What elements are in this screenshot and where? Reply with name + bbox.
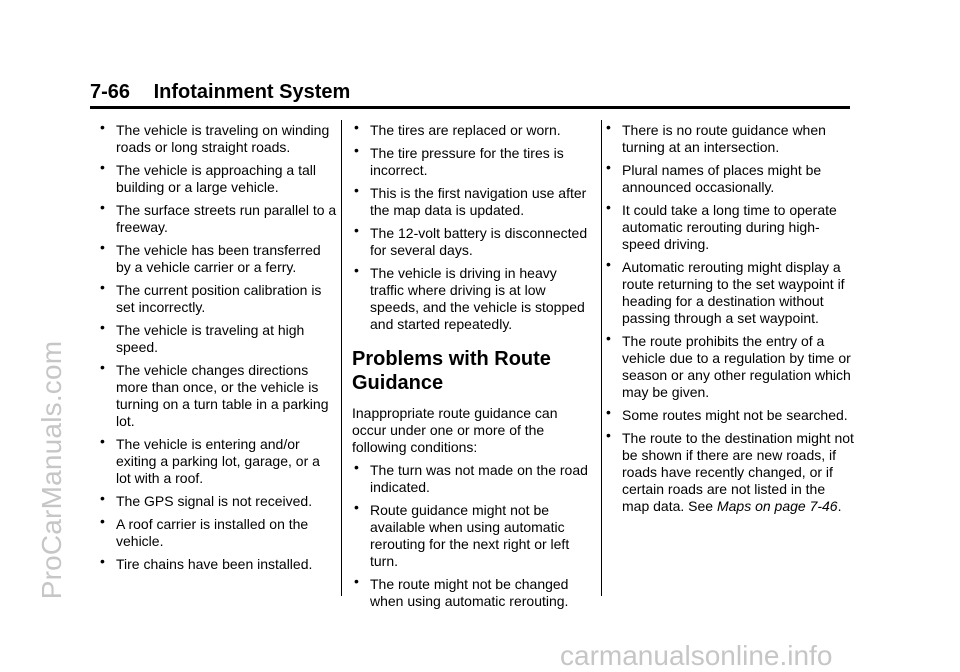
bullet: •	[606, 119, 611, 135]
bullet: •	[100, 490, 105, 506]
bullet: •	[606, 256, 611, 272]
list-item: • The surface streets run parallel to a freeway.	[100, 199, 337, 235]
page-number: 7-66	[90, 81, 131, 103]
guidance-condition-list	[604, 119, 854, 515]
bullet: •	[354, 182, 359, 198]
list-item: • The GPS signal is not received.	[100, 490, 313, 509]
list-item: • This is the first navigation use after the map data is updated.	[354, 182, 587, 218]
bullet: •	[100, 119, 105, 135]
list-item: • It could take a long time to operate automatic rerouting during high-speed driving.	[606, 199, 837, 252]
condition-list	[352, 119, 592, 333]
column-middle	[352, 119, 592, 616]
column-left	[98, 119, 338, 579]
guidance-condition-list	[352, 459, 592, 610]
list-item: • The route might not be changed when using automatic rerouting.	[354, 573, 569, 609]
list-item: • The turn was not made on the road indicated.	[354, 459, 588, 495]
watermark-carmanualsonline: carmanualsonline.info	[560, 640, 833, 671]
list-item: • The current position calibration is set incorrectly.	[100, 279, 322, 315]
bullet: •	[100, 239, 105, 255]
list-item: • Tire chains have been installed.	[100, 553, 313, 572]
list-item: • The route to the destination might not be shown if there are new roads, if roads have recently changed, or if certain roads are not listed in the map data. See Maps on page 7-46.	[606, 427, 854, 514]
maps-page-link[interactable]: Maps on page 7-46	[716, 498, 838, 514]
bullet: •	[354, 222, 359, 238]
list-item: • The vehicle has been transferred by a vehicle carrier or a ferry.	[100, 239, 321, 275]
bullet: •	[100, 319, 105, 335]
bullet: •	[606, 330, 611, 346]
list-item: • The vehicle is approaching a tall building or a large vehicle.	[100, 159, 317, 195]
bullet: •	[100, 359, 105, 375]
column-divider	[601, 120, 602, 596]
column-right	[604, 119, 854, 521]
section-heading: Problems with Route Guidance	[352, 348, 551, 394]
bullet: •	[606, 404, 611, 420]
bullet: •	[100, 553, 105, 569]
intro-paragraph: Inappropriate route guidance can occur under one or more of the following conditions:	[352, 405, 558, 455]
bullet: •	[606, 427, 611, 443]
bullet: •	[100, 513, 105, 529]
bullet: •	[606, 199, 611, 215]
list-item: • There is no route guidance when turning at an intersection.	[606, 119, 826, 155]
list-item: • The 12-volt battery is disconnected for several days.	[354, 222, 588, 258]
list-item: • The vehicle is traveling at high speed.	[100, 319, 305, 355]
bullet: •	[354, 459, 359, 475]
list-item: • A roof carrier is installed on the vehicle.	[100, 513, 309, 549]
list-item: • The tires are replaced or worn.	[354, 119, 561, 138]
list-item: • The route prohibits the entry of a vehicle due to a regulation by time or season or any other regulation which may be given.	[606, 330, 851, 400]
list-item: • Plural names of places might be announced occasionally.	[606, 159, 822, 195]
bullet: •	[354, 262, 359, 278]
column-divider	[341, 120, 342, 596]
list-item: • The vehicle is traveling on winding roads or long straight roads.	[100, 119, 330, 155]
chapter-title: Infotainment System	[153, 81, 351, 103]
bullet: •	[100, 279, 105, 295]
bullet: •	[354, 499, 359, 515]
list-item: • The vehicle changes directions more than once, or the vehicle is turning on a turn table in a parking lot.	[100, 359, 329, 429]
bullet: •	[354, 119, 359, 135]
condition-list	[98, 119, 338, 573]
list-item: • The tire pressure for the tires is incorrect.	[354, 142, 564, 178]
watermark-procarmanuals: ProCarManuals.com	[36, 340, 67, 600]
bullet: •	[100, 159, 105, 175]
list-item: • The vehicle is driving in heavy traffic where driving is at low speeds, and the vehicle is stopped and started repeatedly.	[354, 262, 585, 332]
bullet: •	[606, 159, 611, 175]
list-item: • Automatic rerouting might display a route returning to the set waypoint if heading for a destination without passing through a set waypoint.	[606, 256, 845, 326]
bullet: •	[100, 199, 105, 215]
list-item: • The vehicle is entering and/or exiting a parking lot, garage, or a lot with a roof.	[100, 433, 320, 486]
list-item: • Some routes might not be searched.	[606, 404, 848, 423]
list-item: • Route guidance might not be available when using automatic rerouting for the next right or left turn.	[354, 499, 570, 569]
bullet: •	[354, 573, 359, 589]
bullet: •	[354, 142, 359, 158]
bullet: •	[100, 433, 105, 449]
page-header	[90, 80, 850, 109]
